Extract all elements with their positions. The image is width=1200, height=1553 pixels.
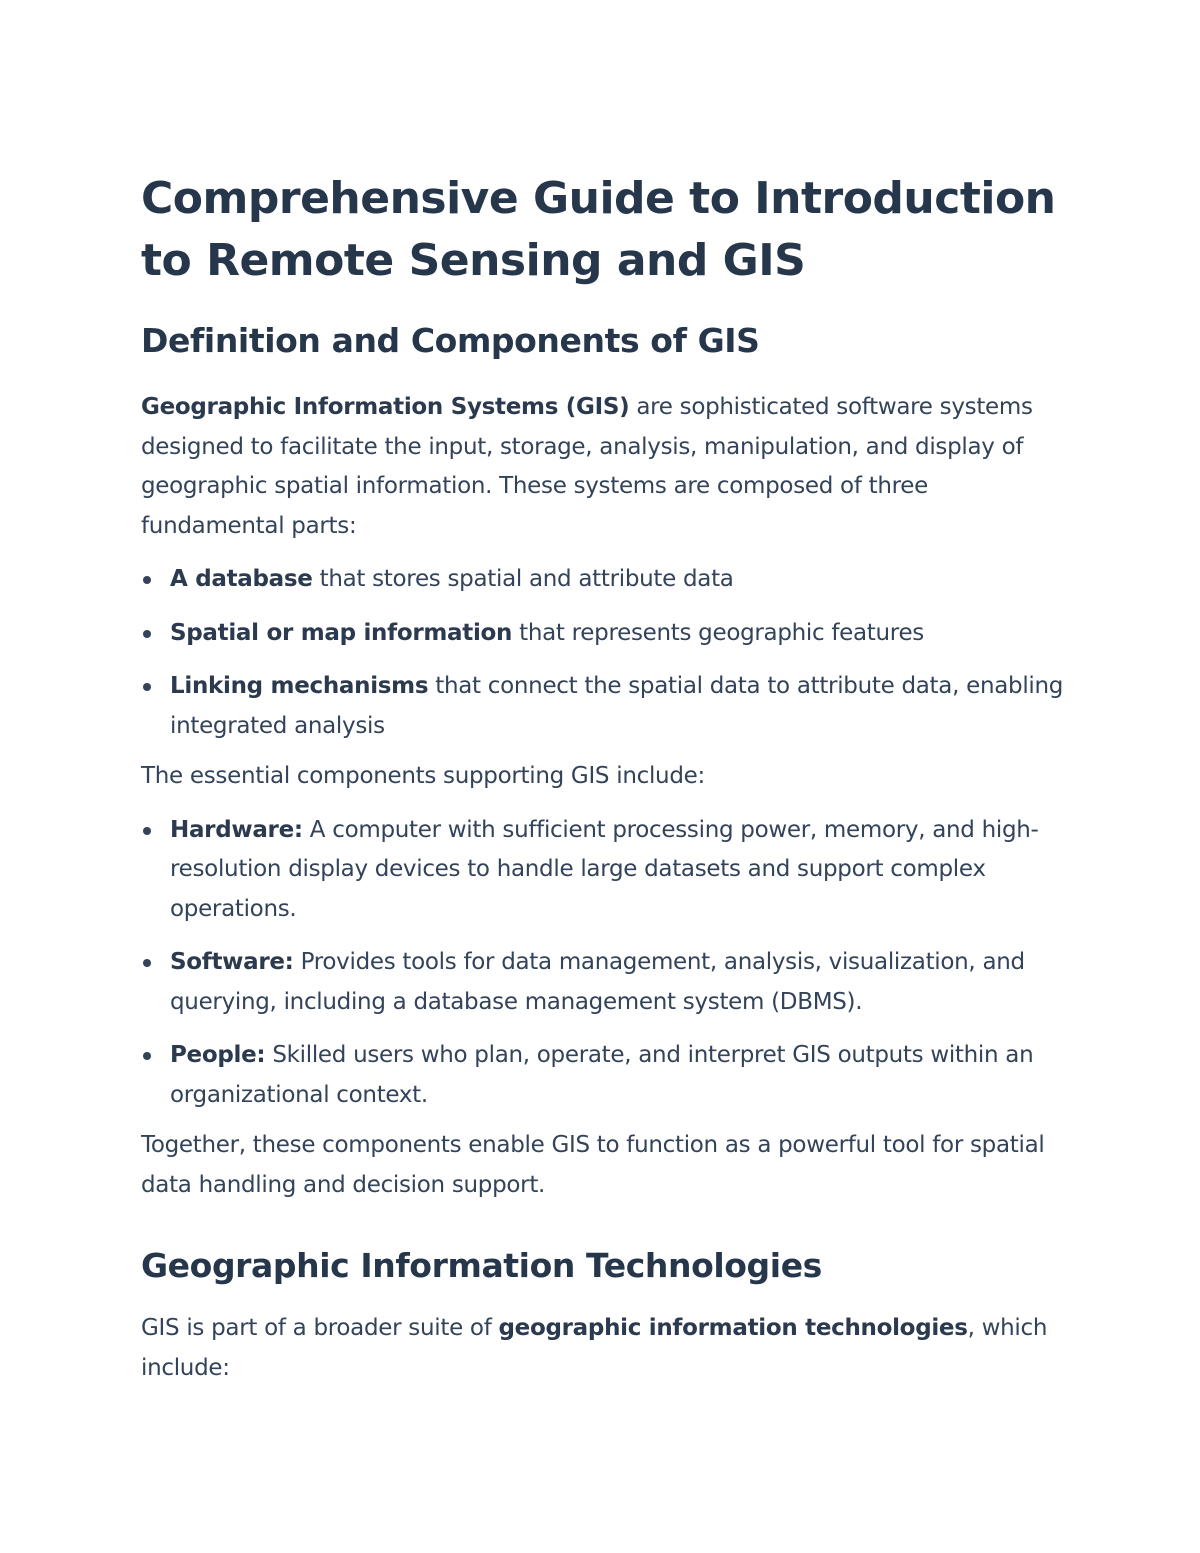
list-item-term: Spatial or map information [170,619,513,646]
bullet-icon [143,630,151,638]
gis-components-list [141,811,1066,1116]
list-item [141,560,1066,600]
bullet-icon [143,683,151,691]
geo-tech-intro-suffix: , which include: [141,1315,1048,1381]
components-conclusion: Together, these components enable GIS to function as a powerful tool for spatial data handling and decision support. [141,1132,1045,1198]
geo-tech-intro-prefix: GIS is part of a broader suite of [141,1315,499,1341]
list-item-term: A database [170,566,313,592]
document-page [141,168,1066,1388]
list-item-term: Hardware: [170,816,303,843]
list-item-text: Skilled users who plan, operate, and interpret GIS outputs within an organizational context. [170,1042,1034,1108]
geo-tech-term: geographic information technologies [498,1315,968,1341]
list-item-term: People: [170,1042,266,1068]
bullet-icon [143,1052,151,1060]
geo-tech-intro-paragraph [141,1309,1066,1388]
list-item [141,943,1066,1022]
list-item-text: that represents geographic features [512,619,924,646]
list-item [141,1036,1066,1115]
gis-term: Geographic Information Systems (GIS) [141,394,630,420]
bullet-icon [143,827,151,835]
gis-parts-list [141,560,1066,746]
list-item-term: Software: [170,949,294,975]
components-intro: The essential components supporting GIS include: [141,763,705,789]
list-item [141,614,1066,654]
list-item-text: that stores spatial and attribute data [312,566,734,592]
section-heading-gis-definition: Definition and Components of GIS [141,321,760,360]
document-title: Comprehensive Guide to Introduction to Remote Sensing and GIS [141,173,1056,286]
list-item [141,667,1066,746]
bullet-icon [143,576,151,584]
gis-intro-text: are sophisticated software systems designed to facilitate the input, storage, analysis, manipulation, and display of geographic spatial information. These systems are composed of three fundamental parts: [141,394,1033,539]
list-item-text: that connect the spatial data to attribute data, enabling integrated analysis [170,673,1064,739]
list-item-text: A computer with sufficient processing power, memory, and high-resolution display devices to handle large datasets and support complex operations. [170,816,1039,922]
bullet-icon [143,959,151,967]
section-heading-geo-tech: Geographic Information Technologies [141,1246,822,1285]
list-item-term: Linking mechanisms [170,673,429,699]
gis-intro-paragraph [141,388,1066,546]
list-item [141,811,1066,930]
list-item-text: Provides tools for data management, analysis, visualization, and querying, including a database management system (DBMS). [170,949,1025,1015]
